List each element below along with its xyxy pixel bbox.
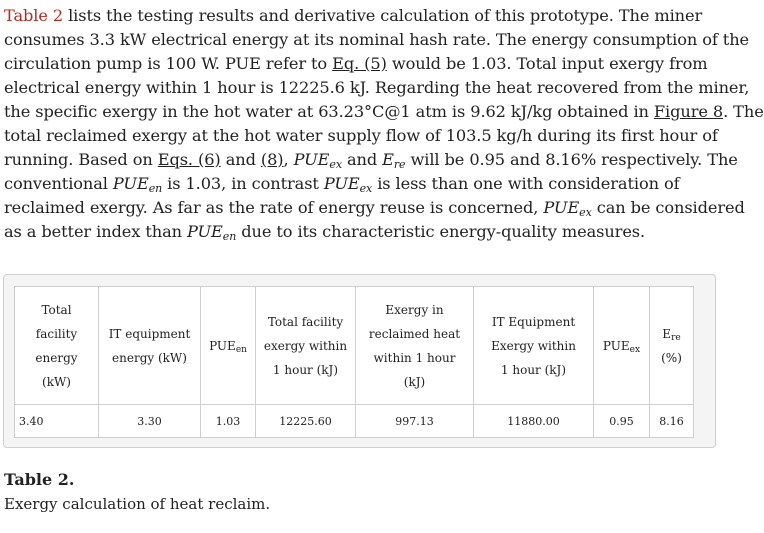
pue-en-symbol: $PUE_{en}$ <box>187 222 237 243</box>
table-cell: 8.16 <box>650 405 694 438</box>
table-cell: 3.40 <box>15 405 99 438</box>
paragraph-line: circulation pump is 100 W. PUE refer to Eq. (5) would be 1.03. Total input exergy from <box>4 54 708 73</box>
paragraph-line: conventional $PUE_{en}$ is 1.03, in contrast $PUE_{ex}$ is less than one with consideration of <box>4 174 680 195</box>
table-cell: 0.95 <box>594 405 650 438</box>
figure-8-link[interactable]: Figure 8 <box>653 102 724 121</box>
body-paragraph <box>4 4 764 244</box>
paragraph-line: the specific exergy in the hot water at 63.23°C@1 atm is 9.62 kJ/kg obtained in Figure 8. The <box>4 102 764 121</box>
pue-ex-symbol: $PUE_{ex}$ <box>543 198 592 219</box>
pue-en-symbol: $PUE_{en}$ <box>112 174 163 195</box>
table-cell: 1.03 <box>201 405 256 438</box>
table-row <box>15 405 694 438</box>
header-total-facility-exergy: Total facility exergy within 1 hour (kJ) <box>256 287 356 405</box>
e-re-symbol: $E_{re}$ <box>382 150 406 171</box>
paragraph-line: Table 2 lists the testing results and derivative calculation of this prototype. The miner <box>4 6 703 25</box>
paragraph-line: running. Based on Eqs. (6) and (8), $PUE_{ex}$ and $E_{re}$ will be 0.95 and 8.16% respectively. The <box>4 150 738 171</box>
table-cell: 3.30 <box>99 405 201 438</box>
eq-8-link[interactable]: (8) <box>260 150 284 169</box>
table-cell: 11880.00 <box>474 405 594 438</box>
header-pue-en: $PUE_{en}$ <box>201 287 256 405</box>
paragraph-line: reclaimed exergy. As far as the rate of energy reuse is concerned, $PUE_{ex}$ can be considered <box>4 198 745 219</box>
header-total-facility-energy: Total facility energy (kW) <box>15 287 99 405</box>
table-cell: 997.13 <box>356 405 474 438</box>
table-cell: 12225.60 <box>256 405 356 438</box>
pue-ex-symbol: $PUE_{ex}$ <box>293 150 342 171</box>
header-e-re: $E_{re}$ (%) <box>650 287 694 405</box>
eq-5-link[interactable]: Eq. (5) <box>332 54 387 73</box>
table-2-link[interactable]: Table 2 <box>4 6 64 25</box>
table-caption-text: Exergy calculation of heat reclaim. <box>4 495 271 513</box>
header-it-equipment-energy: IT equipment energy (kW) <box>99 287 201 405</box>
paragraph-line: as a better index than $PUE_{en}$ due to its characteristic energy-quality measures. <box>4 222 646 243</box>
paragraph-line: electrical energy within 1 hour is 12225.6 kJ. Regarding the heat recovered from the miner, <box>4 78 750 97</box>
header-reclaimed-exergy: Exergy in reclaimed heat within 1 hour (kJ) <box>356 287 474 405</box>
paragraph-line: consumes 3.3 kW electrical energy at its nominal hash rate. The energy consumption of the <box>4 30 750 49</box>
pue-ex-symbol: $PUE_{ex}$ <box>323 174 373 195</box>
table-header-row <box>15 287 694 405</box>
header-it-equipment-exergy: IT Equipment Exergy within 1 hour (kJ) <box>474 287 594 405</box>
paragraph-line: total reclaimed exergy at the hot water supply flow of 103.5 kg/h during its first hour of <box>4 126 718 145</box>
table-container <box>3 274 716 448</box>
exergy-table <box>14 286 694 438</box>
eqs-6-link[interactable]: Eqs. (6) <box>157 150 221 169</box>
table-caption-title: Table 2. <box>4 470 75 489</box>
header-pue-ex: $PUE_{ex}$ <box>594 287 650 405</box>
